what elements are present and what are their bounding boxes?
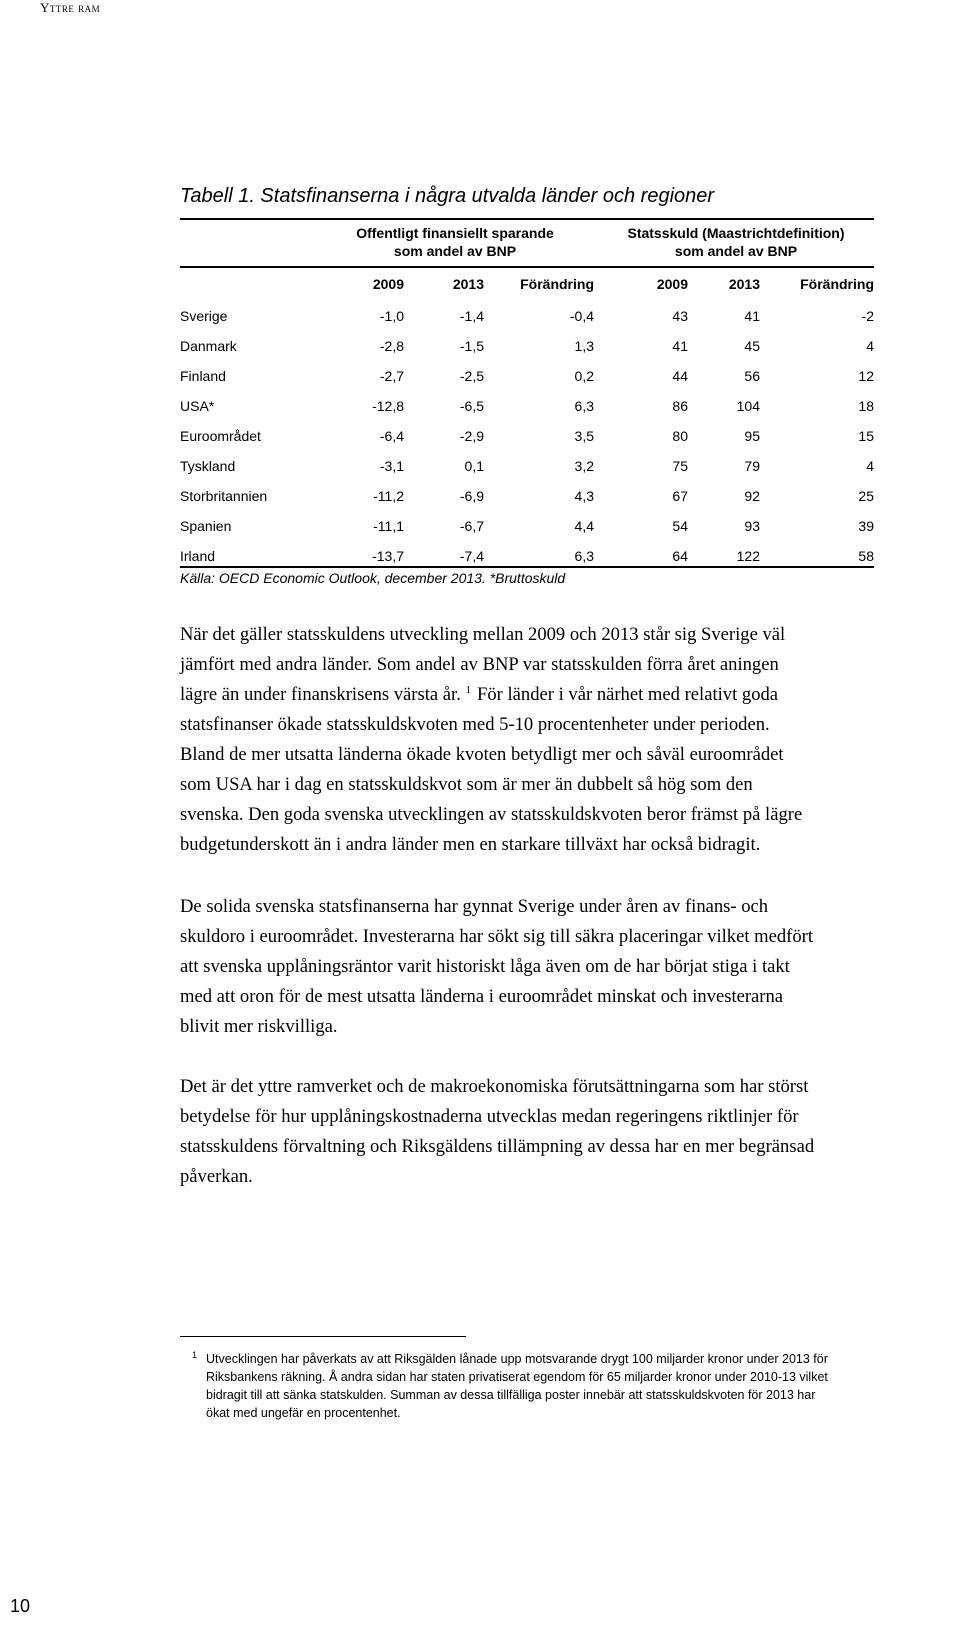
table-cell: 64	[672, 548, 688, 564]
text-line: skuldoro i euroområdet. Investerarna har sökt sig till säkra placeringar vilket medfört	[180, 926, 814, 947]
table-cell: -6,7	[459, 518, 484, 534]
table-cell: -6,5	[459, 398, 484, 414]
text-line	[180, 680, 880, 710]
table-cell: -7,4	[459, 548, 484, 564]
column-header: 2009	[372, 276, 404, 292]
table-row	[180, 308, 874, 328]
column-header: 2009	[656, 276, 688, 292]
column-header: 2013	[452, 276, 484, 292]
table-cell: 4	[866, 458, 874, 474]
group-header-savings	[330, 224, 580, 260]
group-header-savings-line1: Offentligt finansiellt sparande	[356, 225, 554, 241]
table-cell: 80	[672, 428, 688, 444]
table-cell: -2,7	[379, 368, 404, 384]
row-label: Tyskland	[180, 458, 236, 474]
table-cell: -11,1	[373, 518, 404, 534]
text-line: När det gäller statsskuldens utveckling mellan 2009 och 2013 står sig Sverige väl	[180, 624, 786, 645]
table-cell: 43	[672, 308, 688, 324]
table-cell: 4,4	[574, 518, 594, 534]
table-cell: -13,7	[372, 548, 404, 564]
table-cell: 67	[672, 488, 688, 504]
table-cell: 12	[858, 368, 874, 384]
group-header-savings-line2: som andel av BNP	[393, 243, 517, 259]
row-label: Danmark	[180, 338, 237, 354]
table-cell: -6,4	[379, 428, 404, 444]
table-cell: 58	[858, 548, 874, 564]
table-cell: 0,1	[464, 458, 484, 474]
text-line: budgetunderskott än i andra länder men en starkare tillväxt har också bidragit.	[180, 834, 761, 855]
footnote-reference[interactable]: 1	[465, 683, 472, 696]
table-cell: 41	[672, 338, 688, 354]
column-header: 2013	[728, 276, 760, 292]
table-header-rule	[180, 266, 874, 268]
table-row	[180, 518, 874, 538]
paragraph-3	[180, 1072, 880, 1192]
table-cell: 6,3	[574, 398, 594, 414]
table-cell: 39	[858, 518, 874, 534]
table-row	[180, 548, 874, 568]
table-cell: -6,9	[459, 488, 484, 504]
table-cell: -1,4	[459, 308, 484, 324]
table-cell: -12,8	[372, 398, 404, 414]
row-label: Spanien	[180, 518, 232, 534]
column-header-row	[180, 276, 874, 296]
page-number: 10	[10, 1596, 31, 1616]
table-cell: 75	[672, 458, 688, 474]
group-header-debt	[598, 224, 874, 260]
table-cell: 122	[736, 548, 760, 564]
table-row	[180, 458, 874, 478]
table-cell: -3,1	[379, 458, 404, 474]
row-label: Finland	[180, 368, 226, 384]
table-cell: -0,4	[569, 308, 594, 324]
text-line: med att oron för de mest utsatta länderna i euroområdet minskat och investerarna	[180, 986, 784, 1007]
table-cell: 41	[744, 308, 760, 324]
row-label: Euroområdet	[180, 428, 261, 444]
footnote-line: Utvecklingen har påverkats av att Riksgälden lånade upp motsvarande drygt 100 miljarder kronor under 2013 för	[206, 1352, 828, 1366]
table-row	[180, 338, 874, 358]
text-line: Det är det yttre ramverket och de makroekonomiska förutsättningarna som har störst	[180, 1076, 809, 1097]
text-line: jämfört med andra länder. Som andel av BNP var statsskulden förra året aningen	[180, 654, 779, 675]
row-label: Irland	[180, 548, 216, 564]
row-label: Sverige	[180, 308, 228, 324]
paragraph-1	[180, 620, 880, 860]
text-fragment: lägre än under finanskrisens värsta år.	[180, 684, 461, 705]
table-cell: 3,5	[574, 428, 594, 444]
table-cell: 45	[744, 338, 760, 354]
text-line: svenska. Den goda svenska utvecklingen av statsskuldskvoten beror främst på lägre	[180, 804, 803, 825]
text-line: blivit mer riskvilliga.	[180, 1016, 338, 1037]
table-cell: 1,3	[574, 338, 594, 354]
footnote-rule	[180, 1336, 466, 1337]
table-bottom-rule	[180, 566, 874, 568]
column-header: Förändring	[800, 276, 874, 292]
table-cell: 95	[744, 428, 760, 444]
footnote-line: Riksbankens räkning. Å andra sidan har staten privatiserat egendom för 65 miljarder kronor under 2010-13 vilket	[206, 1370, 828, 1384]
table-cell: -11,2	[373, 488, 404, 504]
row-label: USA*	[180, 398, 215, 414]
table-cell: 86	[672, 398, 688, 414]
column-header: Förändring	[520, 276, 594, 292]
table-cell: 56	[744, 368, 760, 384]
text-line: som USA har i dag en statsskuldskvot som är mer än dubbelt så hög som den	[180, 774, 753, 795]
table-cell: 93	[744, 518, 760, 534]
table-cell: 44	[672, 368, 688, 384]
table-cell: 4,3	[574, 488, 594, 504]
table-title: Tabell 1. Statsfinanserna i några utvalda länder och regioner	[180, 185, 715, 207]
table-cell: -2,5	[459, 368, 484, 384]
table-cell: -2,9	[459, 428, 484, 444]
table-row	[180, 488, 874, 508]
table-cell: 92	[744, 488, 760, 504]
text-line: påverkan.	[180, 1166, 253, 1187]
text-line: betydelse för hur upplåningskostnaderna utvecklas medan regeringens riktlinjer för	[180, 1106, 799, 1127]
table-cell: -1,0	[379, 308, 404, 324]
table-cell: 15	[858, 428, 874, 444]
table-cell: 25	[858, 488, 874, 504]
table-cell: 54	[672, 518, 688, 534]
table-cell: 4	[866, 338, 874, 354]
text-line: att svenska upplåningsräntor varit historiskt låga även om de har börjat stiga i takt	[180, 956, 790, 977]
row-label: Storbritannien	[180, 488, 268, 504]
group-header-debt-line2: som andel av BNP	[674, 243, 798, 259]
table-cell: 79	[744, 458, 760, 474]
text-fragment: För länder i vår närhet med relativt goda	[477, 684, 779, 705]
group-header-debt-line1: Statsskuld (Maastrichtdefinition)	[627, 225, 845, 241]
text-line: statsskuldens förvaltning och Riksgäldens tillämpning av dessa har en mer begränsad	[180, 1136, 815, 1157]
footnote	[180, 1350, 900, 1422]
table-cell: 104	[736, 398, 760, 414]
text-line: De solida svenska statsfinanserna har gynnat Sverige under åren av finans- och	[180, 896, 769, 917]
running-head: Yttre ram	[40, 0, 101, 15]
footnote-line: bidragit till att sänka statskulden. Summan av dessa tillfälliga poster innebär att statsskuldskvoten för 2013 har	[206, 1388, 816, 1402]
footnote-marker: 1	[192, 1350, 198, 1360]
text-line: Bland de mer utsatta länderna ökade kvoten betydligt mer och såväl euroområdet	[180, 744, 784, 765]
table-cell: 3,2	[574, 458, 594, 474]
text-line: statsfinanser ökade statsskuldskvoten med 5-10 procentenheter under perioden.	[180, 714, 770, 735]
table-row	[180, 398, 874, 418]
table-cell: 18	[858, 398, 874, 414]
table-cell: -2	[861, 308, 874, 324]
table-source: Källa: OECD Economic Outlook, december 2013. *Bruttoskuld	[180, 570, 566, 586]
table-row	[180, 428, 874, 448]
table-cell: -2,8	[379, 338, 404, 354]
table-row	[180, 368, 874, 388]
paragraph-2	[180, 892, 880, 1042]
table-cell: 0,2	[574, 368, 594, 384]
table-cell: -1,5	[459, 338, 484, 354]
table-cell: 6,3	[574, 548, 594, 564]
table-top-rule	[180, 218, 874, 220]
footnote-line: ökat med ungefär en procentenhet.	[206, 1406, 401, 1420]
